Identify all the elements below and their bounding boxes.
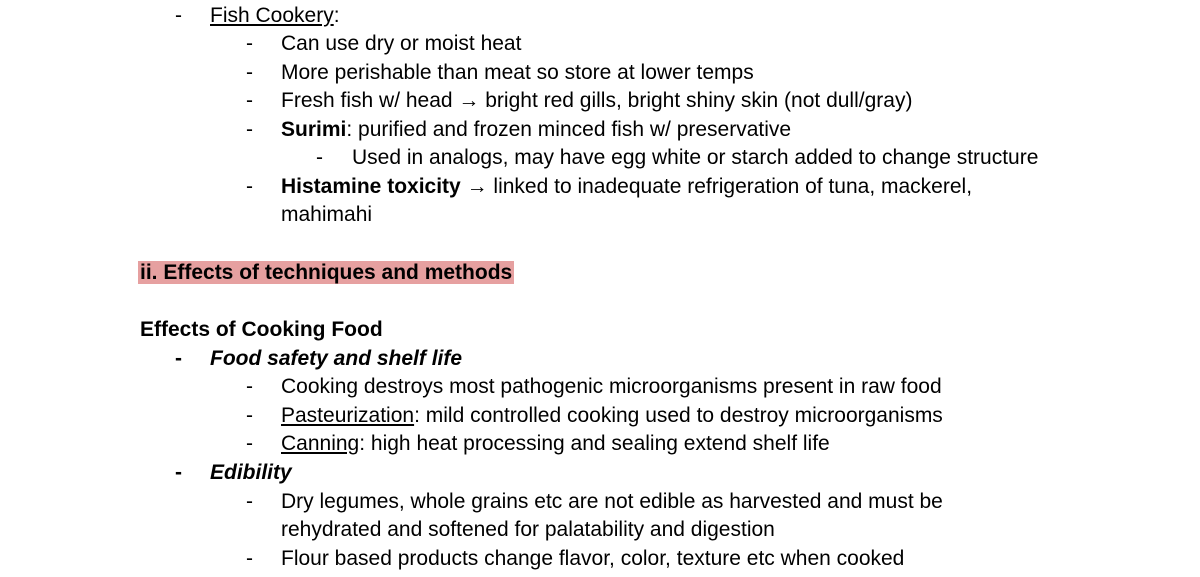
list-item-continuation: mahimahi bbox=[281, 203, 373, 226]
food-safety-label: Food safety and shelf life bbox=[210, 347, 463, 370]
cooking-heading: Effects of Cooking Food bbox=[140, 318, 383, 341]
pasteurization-definition: : mild controlled cooking used to destroy microorganisms bbox=[414, 404, 943, 427]
list-item: Flour based products change flavor, color, texture etc when cooked bbox=[281, 547, 905, 570]
sub-list-item: Used in analogs, may have egg white or starch added to change structure bbox=[352, 146, 1039, 169]
bullet-dash: - bbox=[246, 32, 253, 55]
bullet-dash: - bbox=[175, 461, 182, 484]
list-item: Fresh fish w/ head → bright red gills, bright shiny skin (not dull/gray) bbox=[281, 89, 913, 112]
bullet-dash: - bbox=[246, 432, 253, 455]
pasteurization-term: Pasteurization bbox=[281, 404, 415, 427]
fish-cookery-title: Fish Cookery bbox=[210, 4, 334, 27]
bullet-dash: - bbox=[246, 89, 253, 112]
edibility-label: Edibility bbox=[210, 461, 292, 484]
bullet-dash: - bbox=[175, 4, 182, 27]
list-item-histamine bbox=[281, 173, 972, 201]
list-item-continuation: rehydrated and softened for palatability and digestion bbox=[281, 518, 775, 541]
heading-colon: : bbox=[333, 4, 340, 27]
histamine-term: Histamine toxicity bbox=[281, 175, 461, 198]
fish-cookery-heading bbox=[210, 2, 340, 30]
list-item: Cooking destroys most pathogenic microorganisms present in raw food bbox=[281, 375, 942, 398]
list-item: Dry legumes, whole grains etc are not edible as harvested and must be bbox=[281, 490, 943, 513]
section-title: ii. Effects of techniques and methods bbox=[140, 261, 513, 284]
bullet-dash: - bbox=[246, 375, 253, 398]
list-item: Can use dry or moist heat bbox=[281, 32, 522, 55]
bullet-dash: - bbox=[246, 61, 253, 84]
bullet-dash: - bbox=[246, 547, 253, 570]
list-item-canning bbox=[281, 430, 830, 458]
bullet-dash: - bbox=[246, 118, 253, 141]
surimi-term: Surimi bbox=[281, 118, 347, 141]
bullet-dash: - bbox=[175, 347, 182, 370]
surimi-definition: : purified and frozen minced fish w/ preservative bbox=[346, 118, 792, 141]
canning-term: Canning bbox=[281, 432, 360, 455]
list-item-surimi bbox=[281, 116, 791, 144]
bullet-dash: - bbox=[246, 175, 253, 198]
bullet-dash: - bbox=[246, 490, 253, 513]
list-item: More perishable than meat so store at lower temps bbox=[281, 61, 754, 84]
section-heading bbox=[138, 259, 514, 287]
bullet-dash: - bbox=[316, 146, 323, 169]
bullet-dash: - bbox=[246, 404, 253, 427]
canning-definition: : high heat processing and sealing extend shelf life bbox=[359, 432, 830, 455]
histamine-definition: → linked to inadequate refrigeration of tuna, mackerel, bbox=[460, 175, 973, 198]
list-item-pasteurization bbox=[281, 402, 943, 430]
